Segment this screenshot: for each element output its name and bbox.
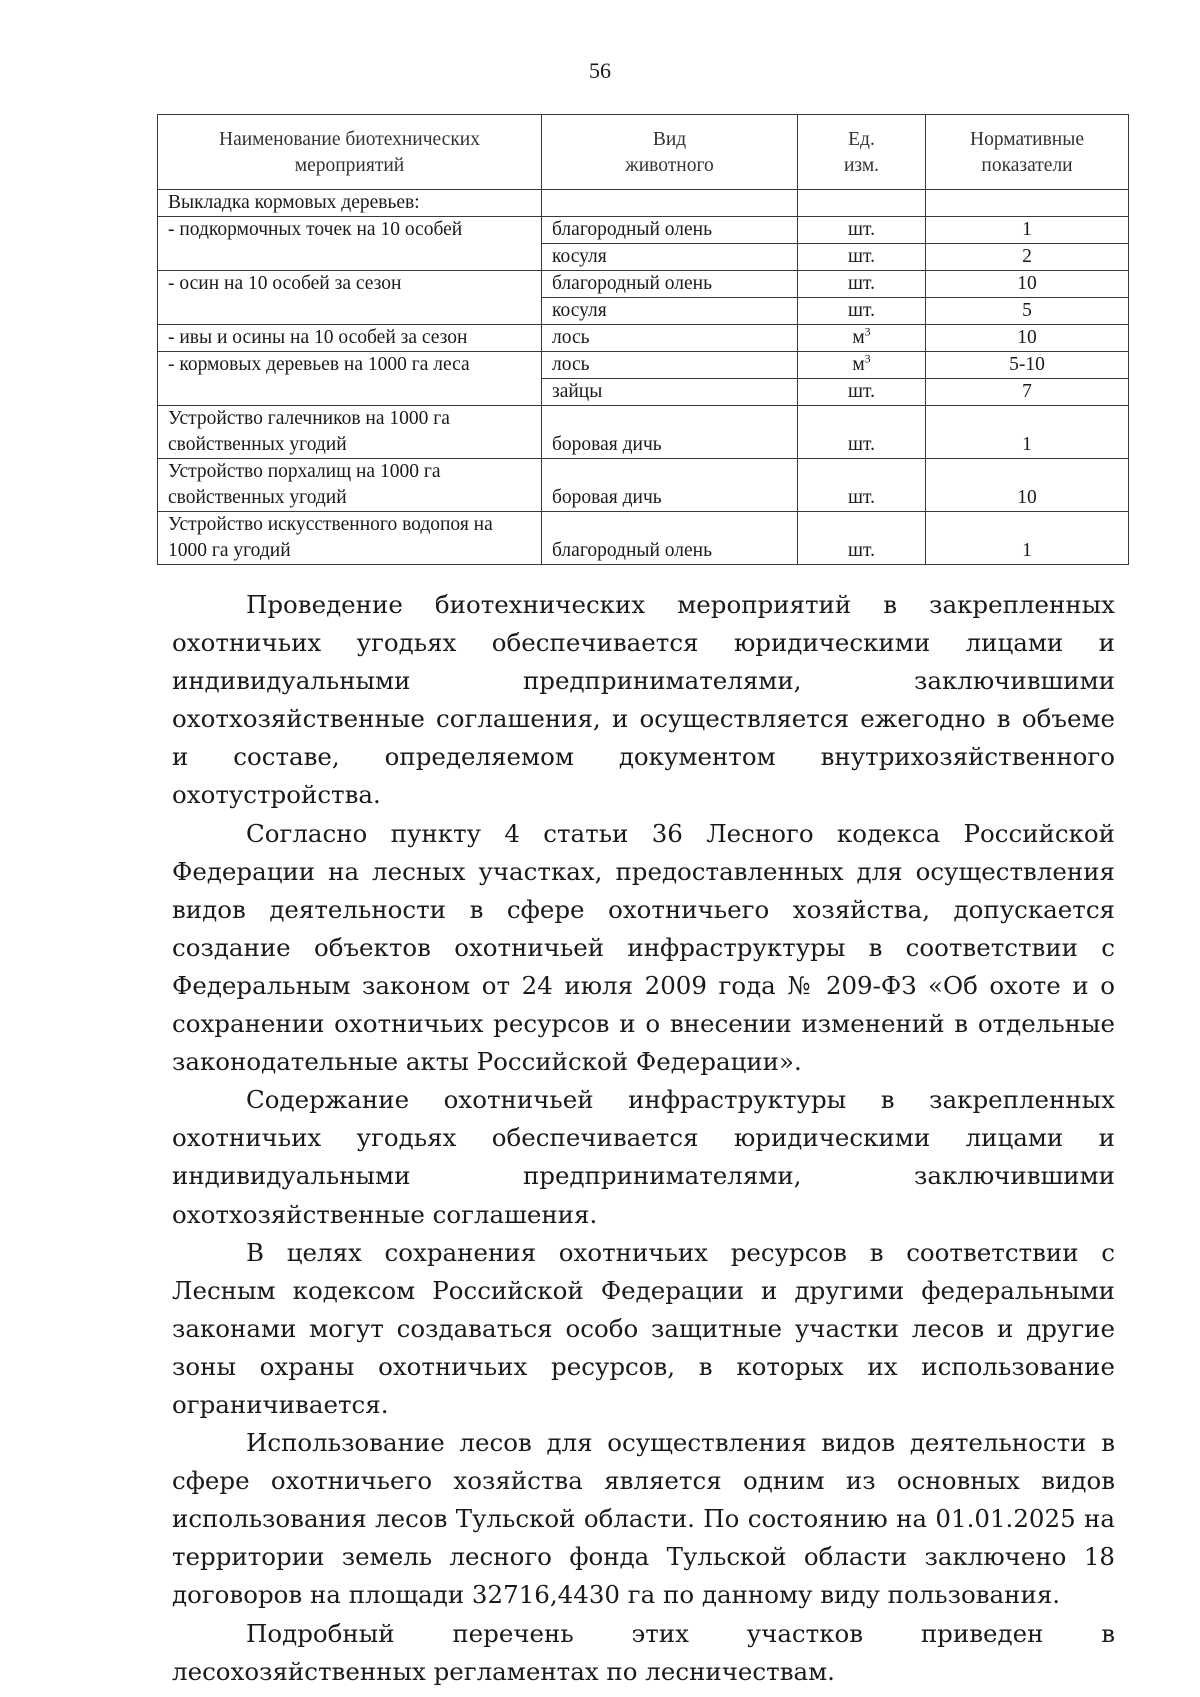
measure-label-watering: Устройство искусственного водопоя на 1000 га угодий	[158, 512, 542, 565]
value-cell: 10	[926, 459, 1129, 512]
animal-cell: лось	[542, 352, 798, 379]
animal-cell: косуля	[542, 244, 798, 271]
animal-cell: боровая дичь	[542, 406, 798, 459]
unit-cell	[798, 352, 926, 379]
value-cell: 5-10	[926, 352, 1129, 379]
biotechnical-measures-table	[157, 114, 1129, 565]
header-unit-line-1: Ед.	[848, 129, 875, 150]
unit-cell: шт.	[798, 271, 926, 298]
animal-cell: благородный олень	[542, 217, 798, 244]
paragraph-protection-zones: В целях сохранения охотничьих ресурсов в соответствии с Лесным кодексом Российской Федерации и другими федеральными законами могут создаваться особо защитные участки лесов и другие зоны охраны охотничьих ресурсов, в которых их использование ограничивается.	[172, 1237, 1115, 1419]
empty-cell	[926, 190, 1129, 217]
unit-cell: шт.	[798, 512, 926, 565]
measure-label-willow-aspen: - ивы и осины на 10 особей за сезон	[158, 325, 542, 352]
table-header-row	[158, 115, 1129, 190]
header-norm-line-1: Нормативные	[969, 129, 1084, 150]
paragraph-biotech-measures: Проведение биотехнических мероприятий в закрепленных охотничьих угодьях обеспечивается юридическими лицами и индивидуальными предпринимателями, заключившими охотхозяйственные соглашения, и осуществляется ежегодно в объеме и составе, определяемом документом внутрихозяйственного охотустройства.	[172, 590, 1115, 810]
unit-cell: шт.	[798, 244, 926, 271]
value-cell: 5	[926, 298, 1129, 325]
table-row	[158, 217, 1129, 244]
header-animal-line-2: животного	[625, 155, 714, 176]
table-row	[158, 459, 1129, 512]
table-row	[158, 190, 1129, 217]
value-cell: 1	[926, 406, 1129, 459]
measure-label-feed-trees: - кормовых деревьев на 1000 га леса	[158, 352, 542, 406]
unit-cell: шт.	[798, 217, 926, 244]
animal-cell: лось	[542, 325, 798, 352]
empty-cell	[798, 190, 926, 217]
page-number: 56	[589, 58, 611, 83]
table-row	[158, 406, 1129, 459]
measure-label-aspen: - осин на 10 особей за сезон	[158, 271, 542, 325]
value-cell: 7	[926, 379, 1129, 406]
value-cell: 2	[926, 244, 1129, 271]
unit-text: м	[852, 327, 865, 348]
table-row	[158, 352, 1129, 379]
unit-superscript: 3	[864, 351, 871, 366]
measure-label-pebble: Устройство галечников на 1000 га свойственных угодий	[158, 406, 542, 459]
animal-cell: косуля	[542, 298, 798, 325]
empty-cell	[542, 190, 798, 217]
table-row	[158, 325, 1129, 352]
unit-superscript: 3	[864, 324, 871, 339]
animal-cell: боровая дичь	[542, 459, 798, 512]
value-cell: 10	[926, 271, 1129, 298]
animal-cell: благородный олень	[542, 271, 798, 298]
value-cell: 1	[926, 217, 1129, 244]
unit-cell: шт.	[798, 379, 926, 406]
unit-cell: шт.	[798, 406, 926, 459]
header-norm-values	[926, 115, 1129, 190]
unit-cell: шт.	[798, 298, 926, 325]
value-cell: 10	[926, 325, 1129, 352]
body-text	[172, 586, 1115, 1691]
measure-label-feed-points: - подкормочных точек на 10 особей	[158, 217, 542, 271]
header-measure-line-1: Наименование биотехнических	[218, 129, 480, 150]
table-row	[158, 271, 1129, 298]
unit-text: м	[852, 354, 865, 375]
header-measure-line-2: мероприятий	[294, 155, 405, 176]
value-cell: 1	[926, 512, 1129, 565]
paragraph-forest-use: Использование лесов для осуществления видов деятельности в сфере охотничьего хозяйства является одним из основных видов использования лесов Тульской области. По состоянию на 01.01.2025 на территории земель лесного фонда Тульской области заключено 18 договоров на площади 32716,4430 га по данному виду пользования.	[172, 1428, 1115, 1610]
unit-cell	[798, 325, 926, 352]
table-row	[158, 512, 1129, 565]
header-animal-type	[542, 115, 798, 190]
header-animal-line-1: Вид	[652, 129, 687, 150]
measure-label-porkhalishch: Устройство порхалищ на 1000 га свойственных угодий	[158, 459, 542, 512]
section-label-feeding-trees: Выкладка кормовых деревьев:	[158, 190, 542, 217]
header-unit-line-2: изм.	[843, 155, 880, 176]
animal-cell: зайцы	[542, 379, 798, 406]
header-measure-name	[158, 115, 542, 190]
paragraph-forest-code: Согласно пункту 4 статьи 36 Лесного кодекса Российской Федерации на лесных участках, предоставленных для осуществления видов деятельности в сфере охотничьего хозяйства, допускается создание объектов охотничьей инфраструктуры в соответствии с Федеральным законом от 24 июля 2009 года № 209-ФЗ «Об охоте и о сохранении охотничьих ресурсов и о внесении изменений в отдельные законодательные акты Российской Федерации».	[172, 818, 1115, 1077]
unit-cell: шт.	[798, 459, 926, 512]
paragraph-infrastructure: Содержание охотничьей инфраструктуры в закрепленных охотничьих угодьях обеспечивается юридическими лицами и индивидуальными предпринимателями, заключившими охотхозяйственные соглашения.	[172, 1085, 1115, 1229]
header-norm-line-2: показатели	[981, 155, 1073, 176]
animal-cell: благородный олень	[542, 512, 798, 565]
paragraph-detailed-list: Подробный перечень этих участков приведен в лесохозяйственных регламентах по лесничествам.	[172, 1618, 1115, 1686]
header-unit	[798, 115, 926, 190]
